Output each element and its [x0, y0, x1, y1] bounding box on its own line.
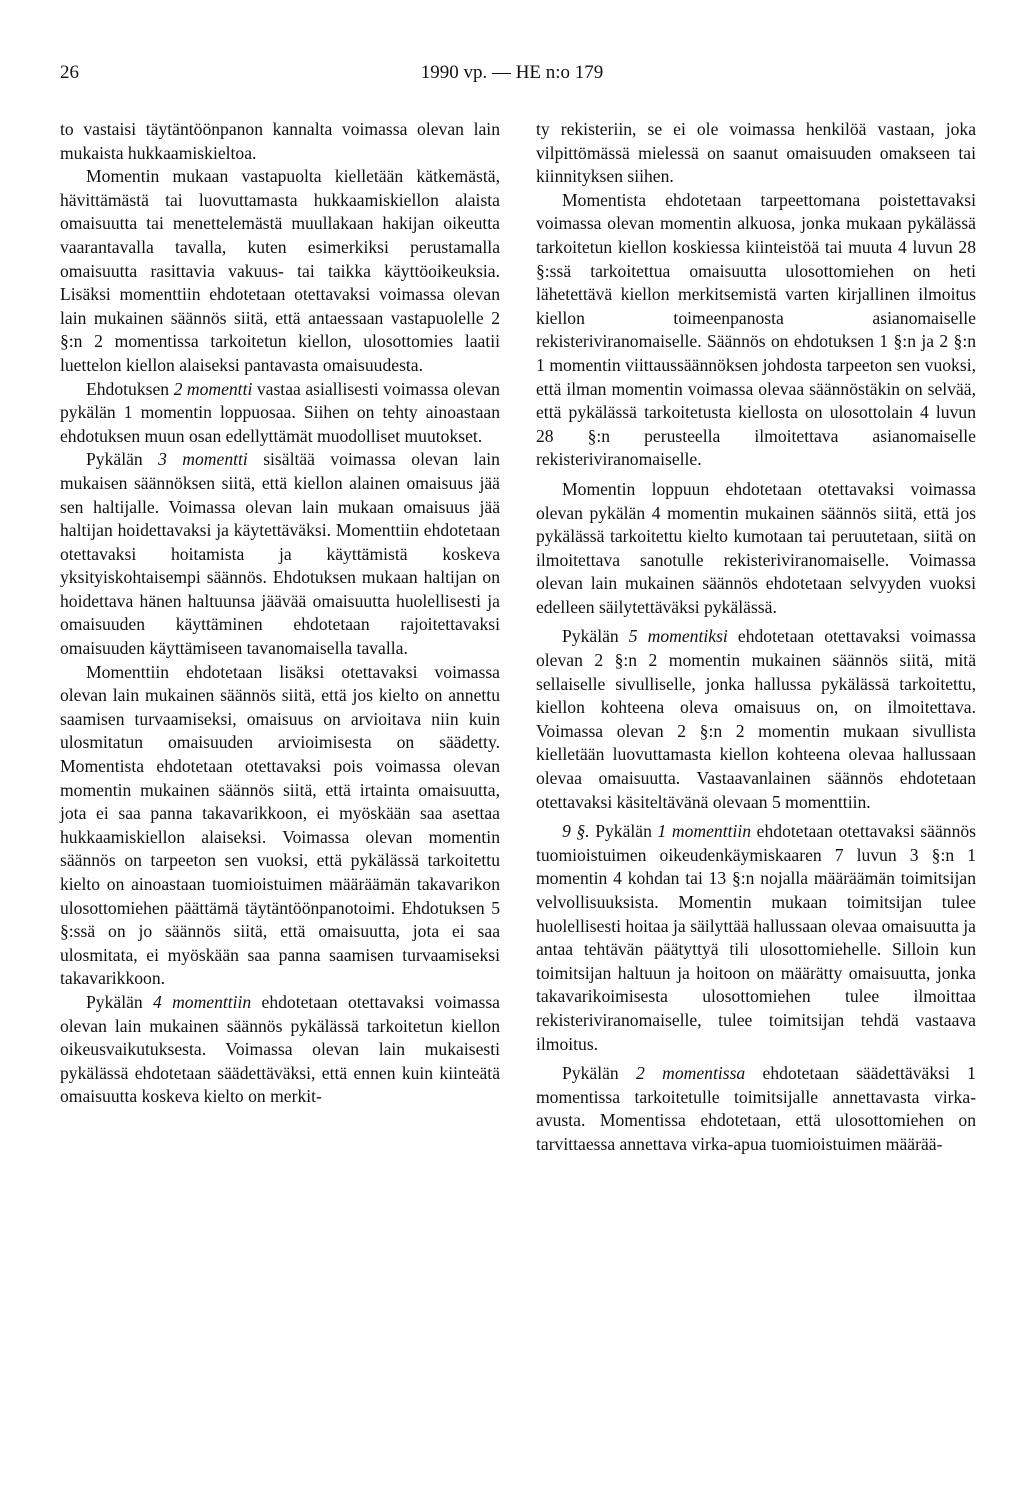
- paragraph: Ehdotuksen 2 momentti vastaa asiallisesti voimassa olevan pykälän 1 momentin loppuosaa. Siihen on tehty ainoastaan ehdotuksen muun osan edellyttämät muodolliset muutokset.: [60, 378, 500, 446]
- running-head: 1990 vp. — HE n:o 179: [420, 62, 604, 83]
- emphasis: 3 momentti: [158, 449, 248, 470]
- emphasis: 2 momentti: [173, 378, 253, 399]
- right-column: [536, 118, 976, 1157]
- emphasis: 2 momentissa: [636, 1063, 746, 1084]
- paragraph: Momentin mukaan vastapuolta kielletään kätkemästä, hävittämästä tai luovuttamasta hukkaamiskiellon alaista omaisuutta tai menettelemästä muullakaan hakijan oikeutta vaarantavalla tavalla, kuten esimerkiksi perustamalla omaisuutta rasittavia vakuus- tai taikka käyttöoikeuksia. Lisäksi momenttiin ehdotetaan otettavaksi voimassa olevan lain mukainen säännös siitä, että antaessaan vastapuolelle 2 §:n 2 momentissa tarkoitetun kiellon, ulosottomies laatii luettelon kiellon alaiseksi pantavasta omaisuudesta.: [60, 166, 500, 375]
- paragraph: Pykälän 3 momentti sisältää voimassa olevan lain mukaisen säännöksen siitä, että kiellon alainen omaisuus jää sen haltijalle. Voimassa olevan lain mukaan omaisuus jää haltijan hoidettavaksi ja käytettäväksi. Momenttiin ehdotetaan otettavaksi hoitamista ja käyttämistä koskeva yksityiskohtaisempi säännös. Ehdotuksen mukaan haltijan on hoidettava hänen haltuunsa jäävää omaisuutta huolellisesti ja omaisuuden käyttäminen ehdotetaan rajoitettavaksi omaisuuden käyttämiseen tavanomaisella tavalla.: [60, 449, 500, 659]
- paragraph: Momentin loppuun ehdotetaan otettavaksi voimassa olevan pykälän 4 momentin mukainen säännös siitä, että jos pykälässä tarkoitettu kielto kumotaan tai peruutetaan, siitä on ilmoitettava sanotulle rekisteriviranomaiselle. Voimassa olevan lain mukainen säännös ehdotetaan selvyyden vuoksi edelleen säilytettäväksi pykälässä.: [536, 478, 976, 617]
- emphasis: 1 momenttiin: [657, 821, 752, 842]
- paragraph: to vastaisi täytäntöönpanon kannalta voimassa olevan lain mukaista hukkaamiskieltoa.: [60, 119, 500, 163]
- page-number: 26: [60, 62, 79, 83]
- paragraph: 9 §. Pykälän 1 momenttiin ehdotetaan otettavaksi säännös tuomioistuimen oikeudenkäymiskaaren 7 luvun 3 §:n 1 momentin 4 kohdan tai 13 §:n nojalla määräämän toimitsijan velvollisuuksista. Momentin mukaan toimitsijan tulee huolellisesti hoitaa ja säilyttää hallussaan olevaa omaisuutta ja antaa tehtävän päätyttyä tili ulosottomiehelle. Silloin kun toimitsijan haltuun ja hoitoon on määrätty omaisuutta, jonka takavarikoimisesta ulosottomiehen tulee ilmoittaa rekisteriviranomaiselle, tulee toimitsijan tehdä vastaava ilmoitus.: [536, 821, 977, 1054]
- paragraph: Pykälän 4 momenttiin ehdotetaan otettavaksi voimassa olevan lain mukainen säännös pykälässä tarkoitetun kiellon oikeusvaikutuksesta. Voimassa olevan lain mukaisesti pykälässä ehdotetaan säädettäväksi, että ennen kuin kiinteätä omaisuutta koskeva kielto on merkit-: [60, 991, 500, 1107]
- paragraph: Pykälän 5 momentiksi ehdotetaan otettavaksi voimassa olevan 2 §:n 2 momentin mukainen säännös siitä, mitä sellaiselle sivulliselle, jonka hallussa pykälässä tarkoitettu, kiellon kohteena oleva omaisuus on, on ilmoitettava. Voimassa olevan 2 §:n 2 momentin mukaan sivullista kielletään luovuttamasta kiellon kohteena olevaa hallussaan olevaa omaisuutta. Vastaavanlainen säännös ehdotetaan otettavaksi käsiteltävänä olevaan 5 momenttiin.: [536, 626, 976, 812]
- paragraph: Momentista ehdotetaan tarpeettomana poistettavaksi voimassa olevan momentin alkuosa, jonka mukaan pykälässä tarkoitetun kiellon koskiessa kiinteistöä tai muuta 4 luvun 28 §:ssä tarkoitettua omaisuutta ulosottomiehen on heti lähetettävä kiellon merkitsemistä varten kirjallinen ilmoitus kiellon toimeenpanosta asianomaiselle rekisteriviranomaiselle. Säännös on ehdotuksen 1 §:n ja 2 §:n 1 momentin viittaussäännöksen johdosta tarpeeton sen vuoksi, että ilman momentin voimassa olevaa säännöstäkin on selvää, että pykälässä tarkoitetusta kiellosta on ulosottolain 4 luvun 28 §:n perusteella ilmoitettava asianomaiselle rekisteriviranomaiselle.: [536, 189, 976, 470]
- page-header: [60, 62, 964, 90]
- left-column: [60, 118, 500, 1109]
- emphasis: 4 momenttiin: [152, 991, 252, 1012]
- paragraph: Pykälän 2 momentissa ehdotetaan säädettäväksi 1 momentissa tarkoitetulle toimitsijalle annettavasta virka-avusta. Momentissa ehdotetaan, että ulosottomiehen on tarvittaessa annettava virka-apua tuomioistuimen määrää-: [536, 1063, 976, 1154]
- paragraph: ty rekisteriin, se ei ole voimassa henkilöä vastaan, joka vilpittömässä mielessä on saanut omaisuuden omakseen tai kiinnityksen siihen.: [536, 119, 976, 187]
- emphasis: 5 momentiksi: [628, 626, 728, 647]
- paragraph: Momenttiin ehdotetaan lisäksi otettavaksi voimassa olevan lain mukainen säännös siitä, että jos kielto on annettu saamisen turvaamiseksi, omaisuus on arvioitava niin kuin ulosmitatun omaisuuden arvioimisesta on säädetty. Momentista ehdotetaan otettavaksi pois voimassa olevan momentin mukainen säännös siitä, että irtainta omaisuutta, jota ei saa panna takavarikkoon, ei myöskään saa asettaa hukkaamiskiellon alaiseksi. Voimassa olevan momentin säännös on tarpeeton sen vuoksi, että pykälässä tarkoitettu kielto on ainoastaan tuomioistuimen määräämän takavarikon ulosottomiehen päättämä täytäntöönpanotoimi. Ehdotuksen 5 §:ssä on jo säännös siitä, että omaisuutta, jota ei saa ulosmitata, ei myöskään saa panna saamisen turvaamiseksi takavarikkoon.: [60, 661, 500, 989]
- section-number: 9 §.: [562, 821, 590, 842]
